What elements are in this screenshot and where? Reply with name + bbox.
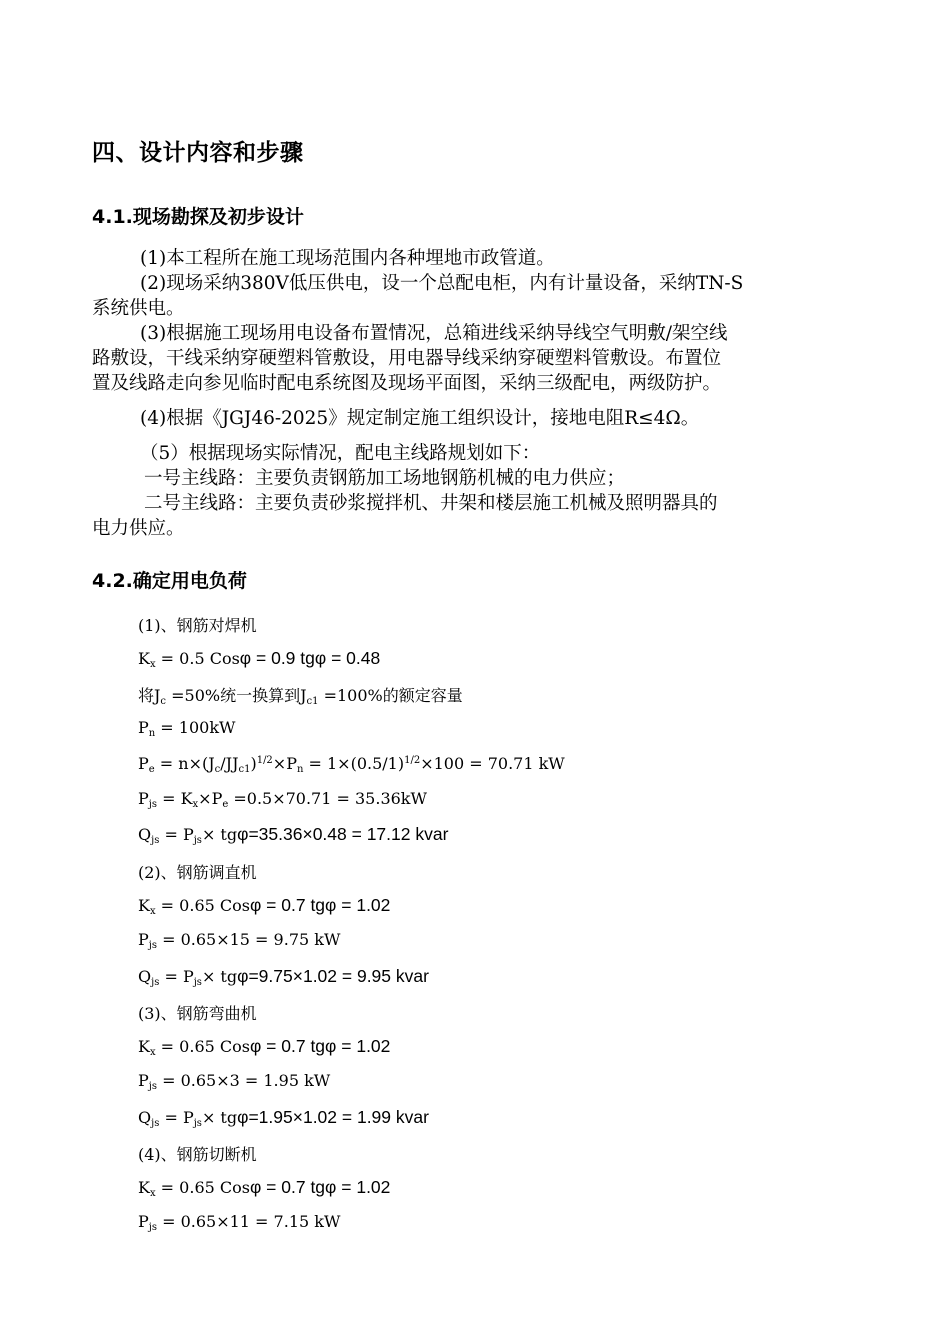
section-4-1-body: [92, 246, 862, 541]
paragraph-7-line-2: 电力供应。: [92, 518, 185, 539]
section-4-2-title: 4.2.确定用电负荷: [92, 570, 247, 592]
machine-4-pjs-line: $P_{js} = 0.65\times 11 = 7.15$ kW: [138, 1212, 341, 1233]
machine-3-qjs-line: $Q_{js} = P_{js}\times tg\varphi=1.95\times 1.02 = 1.99$ kvar: [138, 1107, 429, 1129]
machine-1-qjs-line: $Q_{js} = P_{js}\times tg\varphi=35.36\times 0.48 = 17.12$ kvar: [138, 824, 449, 846]
paragraph-6: 一号主线路：主要负责钢筋加工场地钢筋机械的电力供应；: [144, 468, 626, 489]
machine-3-pjs-line: $P_{js} = 0.65\times 3 = 1.95$ kW: [138, 1071, 331, 1092]
machine-2-pjs-line: $P_{js} = 0.65\times 15 = 9.75$ kW: [138, 930, 341, 951]
machine-1-conversion-line: 将$J_c =50\%$统一换算到$J_{c1} =100\%$的额定容量: [138, 686, 463, 707]
machine-1-title: (1)、钢筋对焊机: [138, 616, 257, 635]
machine-3-title: (3)、钢筋弯曲机: [138, 1004, 257, 1023]
paragraph-3-line-3: 置及线路走向参见临时配电系统图及现场平面图，采纳三级配电，两级防护。: [92, 373, 722, 394]
machine-3-kx-line: $K_x = 0.65$ Cosφ = 0.7 tgφ = 1.02: [138, 1036, 391, 1058]
machine-1-pe-line: $P_e = n\times(J_c/JJ_{c1})^{1/2}\times P_n = 1\times(0.5/1)^{1/2}\times 100 = 70.71$ kW: [138, 754, 565, 775]
machine-2-qjs-line: $Q_{js} = P_{js}\times tg\varphi=9.75\times 1.02 = 9.95$ kvar: [138, 966, 429, 988]
section-4-1-title: 4.1.现场勘探及初步设计: [92, 206, 304, 228]
paragraph-5: （5）根据现场实际情况，配电主线路规划如下：: [140, 443, 541, 464]
machine-2-kx-line: $K_x = 0.65$ Cosφ = 0.7 tgφ = 1.02: [138, 895, 391, 917]
machine-1-kx-line: $K_x = 0.5$ Cosφ = 0.9 tgφ = 0.48: [138, 648, 381, 670]
paragraph-2-line-1: (2)现场采纳380V低压供电，设一个总配电柜，内有计量设备，采纳TN-S: [140, 273, 744, 294]
page-title: 四、设计内容和步骤: [92, 140, 304, 166]
paragraph-1: (1)本工程所在施工现场范围内各种埋地市政管道。: [140, 248, 555, 269]
paragraph-2-line-2: 系统供电。: [92, 298, 185, 319]
machine-2-title: (2)、钢筋调直机: [138, 863, 257, 882]
machine-4-kx-line: $K_x = 0.65$ Cosφ = 0.7 tgφ = 1.02: [138, 1177, 391, 1199]
paragraph-3-line-2: 路敷设，干线采纳穿硬塑料管敷设，用电器导线采纳穿硬塑料管敷设。布置位: [92, 348, 722, 369]
machine-1-pn-line: $P_n = 100kW$: [138, 718, 236, 739]
machine-4-title: (4)、钢筋切断机: [138, 1145, 257, 1164]
paragraph-4: (4)根据《JGJ46-2025》规定制定施工组织设计，接地电阻R≤4Ω。: [140, 408, 700, 429]
machine-1-pjs-line: $P_{js} = K_x\times P_e =0.5\times 70.71 = 35.36kW$: [138, 789, 427, 810]
paragraph-7-line-1: 二号主线路：主要负责砂浆搅拌机、井架和楼层施工机械及照明器具的: [144, 493, 718, 514]
paragraph-3-line-1: (3)根据施工现场用电设备布置情况，总箱进线采纳导线空气明敷/架空线: [140, 323, 728, 344]
